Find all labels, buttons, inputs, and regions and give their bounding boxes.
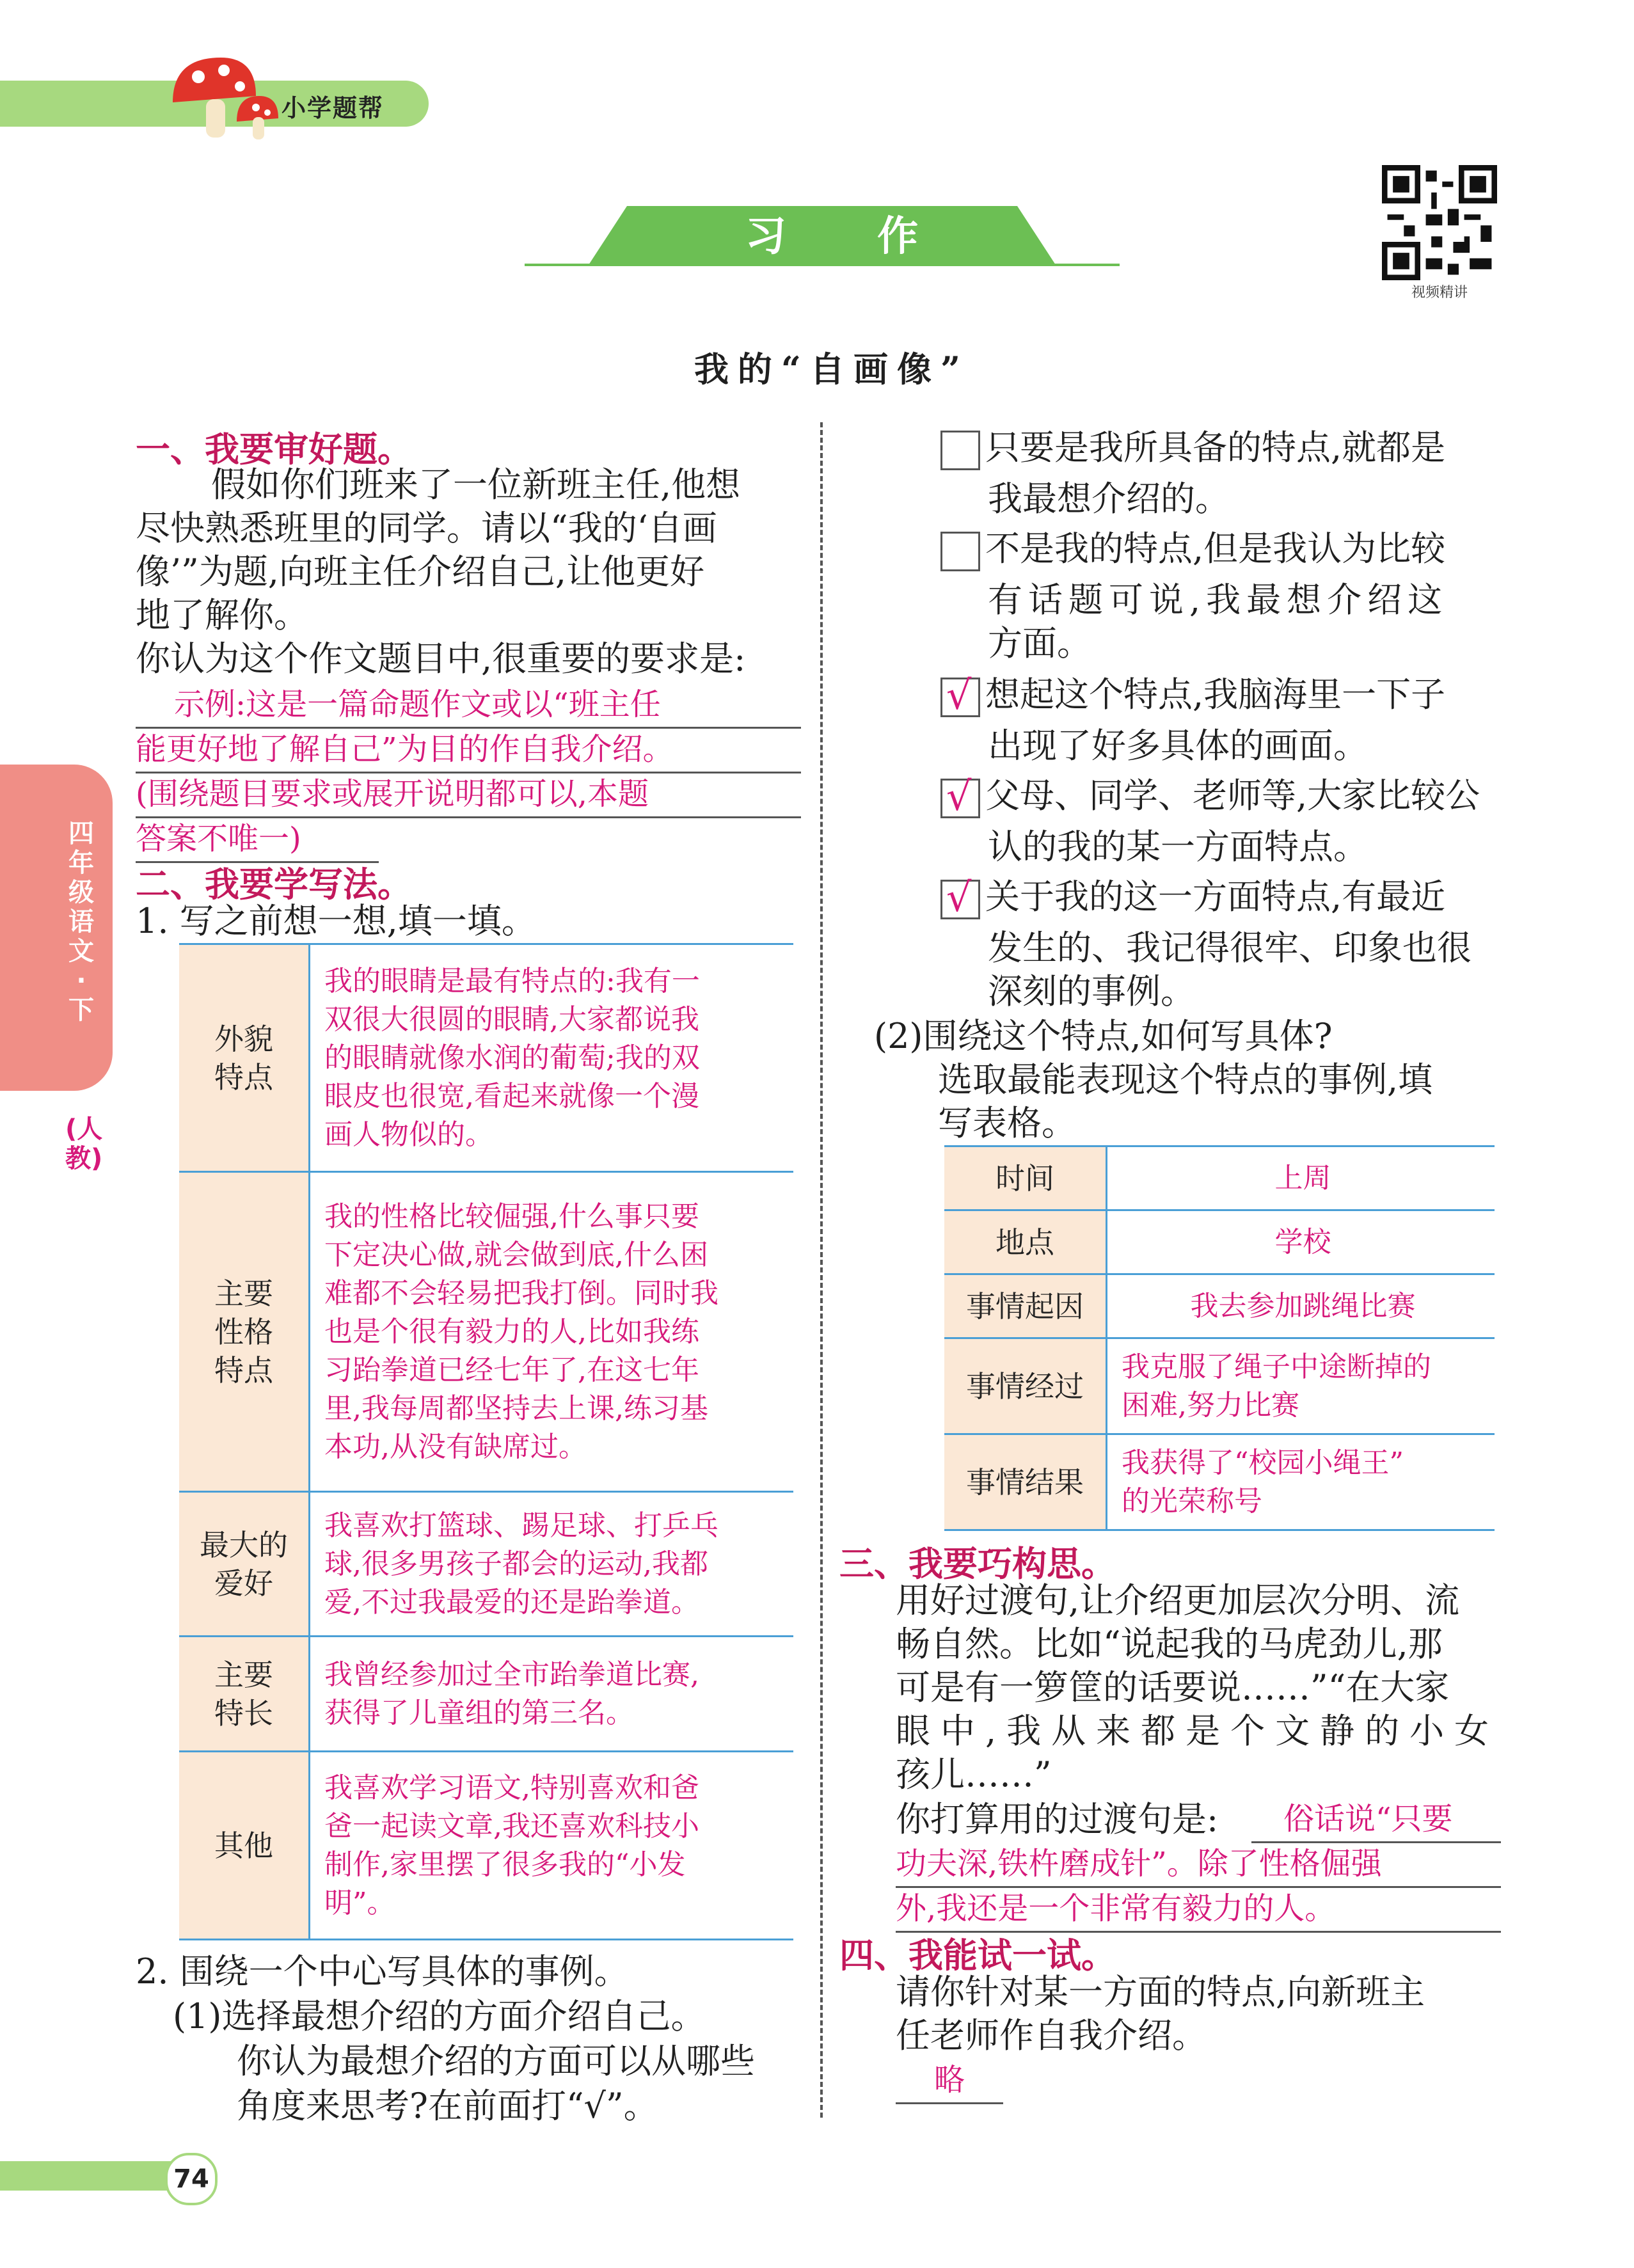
- event-answer[interactable]: 我获得了“校园小绳王” 的光荣称号: [1122, 1446, 1404, 1518]
- option-4: √ 父母、同学、老师等,大家比较公: [940, 773, 1480, 819]
- event-answer[interactable]: 上周: [1274, 1161, 1331, 1194]
- option-3-text: 出现了好多具体的画面。: [988, 726, 1368, 766]
- section3-heading: 三、我要巧构思。: [839, 1544, 1116, 1584]
- table-label: 其他: [179, 1752, 310, 1940]
- option-3: √ 想起这个特点,我脑海里一下子: [940, 672, 1445, 718]
- section4-text: 任老师作自我介绍。: [896, 2015, 1207, 2056]
- event-answer[interactable]: 我克服了绳子中途断掉的 困难,努力比赛: [1122, 1350, 1431, 1422]
- section1-answer[interactable]: 能更好地了解自己”为目的作自我介绍。: [136, 727, 801, 773]
- section1-text: 尽快熟悉班里的同学。请以“我的‘自画: [136, 508, 717, 548]
- section4-heading: 四、我能试一试。: [839, 1935, 1116, 1976]
- section2-question2: 2. 围绕一个中心写具体的事例。: [136, 1951, 629, 1992]
- page-number: 74: [165, 2153, 218, 2205]
- section1-question: 你认为这个作文题目中,很重要的要求是:: [136, 638, 746, 679]
- checkbox[interactable]: √: [940, 779, 980, 818]
- section2-question2-2: (2)围绕这个特点,如何写具体?: [874, 1016, 1333, 1056]
- section2-question2-1: (1)选择最想介绍的方面介绍自己。: [173, 1996, 706, 2036]
- section3-answer[interactable]: 外,我还是一个非常有毅力的人。: [896, 1886, 1501, 1933]
- event-table: [944, 1145, 1495, 1531]
- option-1-text: 我最想介绍的。: [988, 479, 1230, 519]
- section2-question2-1-text: 角度来思考?在前面打“√”。: [237, 2086, 658, 2126]
- essay-subtitle: 我的“自画像”: [694, 349, 970, 390]
- option-2: 不是我的特点,但是我认为比较: [940, 526, 1445, 572]
- event-answer[interactable]: 我去参加跳绳比赛: [1190, 1289, 1416, 1322]
- page-title: 习 作: [745, 213, 957, 260]
- table-label: 外貌 特点: [179, 944, 310, 1172]
- section1-text: 像’”为题,向班主任介绍自己,让他更好: [136, 551, 705, 592]
- checkbox[interactable]: √: [940, 678, 980, 717]
- mushroom-icon: [160, 51, 282, 147]
- section3-answer[interactable]: 俗话说“只要: [1251, 1796, 1501, 1843]
- table-answer[interactable]: 我的眼睛是最有特点的:我有一 双很大很圆的眼睛,大家都说我 的眼睛就像水润的葡萄;我的双 眼皮也很宽,看起来就像一个漫 画人物似的。: [324, 964, 700, 1151]
- section3-question: 你打算用的过渡句是:: [896, 1799, 1219, 1839]
- table-answer[interactable]: 我喜欢打篮球、踢足球、打乒乓 球,很多男孩子都会的运动,我都 爱,不过我最爱的还是跆拳道。: [324, 1509, 718, 1619]
- section1-answer[interactable]: (围绕题目要求或展开说明都可以,本题: [136, 772, 801, 818]
- option-4-text: 认的我的某一方面特点。: [988, 827, 1368, 867]
- brand-label: 小学题帮: [282, 94, 385, 122]
- table-label: 最大的 爱好: [179, 1492, 310, 1637]
- section3-text: 可是有一箩筐的话要说……”“在大家: [896, 1667, 1450, 1708]
- section1-answer[interactable]: 答案不唯一): [136, 816, 379, 863]
- section1-text: 地了解你。: [136, 595, 308, 635]
- section4-text: 请你针对某一方面的特点,向新班主: [896, 1972, 1425, 2012]
- event-answer[interactable]: 学校: [1274, 1225, 1331, 1258]
- table-label: 主要 性格 特点: [179, 1172, 310, 1492]
- edition-label: (人教): [65, 1114, 103, 1173]
- event-label: 地点: [944, 1210, 1107, 1274]
- event-label: 事情结果: [944, 1434, 1107, 1530]
- option-5-text: 深刻的事例。: [988, 971, 1195, 1011]
- option-5-text: 发生的、我记得很牢、印象也很: [988, 928, 1471, 968]
- section3-text: 孩儿……”: [896, 1754, 1052, 1795]
- section3-text: 眼中,我从来都是个文静的小女: [896, 1711, 1500, 1751]
- event-label: 事情经过: [944, 1338, 1107, 1434]
- qr-code-icon[interactable]: [1382, 165, 1497, 280]
- section3-text: 用好过渡句,让介绍更加层次分明、流: [896, 1580, 1460, 1621]
- section1-text: 假如你们班来了一位新班主任,他想: [211, 464, 741, 505]
- section2-question2-2-text: 写表格。: [938, 1103, 1076, 1143]
- checkbox[interactable]: √: [940, 880, 980, 919]
- event-label: 事情起因: [944, 1274, 1107, 1338]
- table-label: 主要 特长: [179, 1637, 310, 1752]
- checkbox[interactable]: [940, 431, 980, 470]
- section2-question2-2-text: 选取最能表现这个特点的事例,填: [938, 1059, 1433, 1100]
- section2-question2-1-text: 你认为最想介绍的方面可以从哪些: [237, 2041, 755, 2081]
- event-label: 时间: [944, 1146, 1107, 1210]
- page-footer-bar: [0, 2161, 192, 2191]
- traits-table: [179, 943, 793, 1940]
- section2-heading: 二、我要学写法。: [136, 864, 412, 905]
- option-2-text: 方面。: [988, 623, 1091, 663]
- section3-text: 畅自然。比如“说起我的马虎劲儿,那: [896, 1624, 1443, 1664]
- option-1: 只要是我所具备的特点,就都是: [940, 425, 1445, 471]
- section2-question1: 1. 写之前想一想,填一填。: [136, 901, 536, 941]
- option-5: √ 关于我的这一方面特点,有最近: [940, 874, 1445, 920]
- table-answer[interactable]: 我曾经参加过全市跆拳道比赛, 获得了儿童组的第三名。: [324, 1658, 699, 1729]
- section1-answer[interactable]: 示例:这是一篇命题作文或以“班主任: [136, 682, 801, 729]
- qr-caption: 视频精讲: [1411, 285, 1468, 301]
- checkbox[interactable]: [940, 532, 980, 571]
- table-answer[interactable]: 我喜欢学习语文,特别喜欢和爸 爸一起读文章,我还喜欢科技小 制作,家里摆了很多我的“小发 明”。: [324, 1771, 699, 1919]
- section1-heading: 一、我要审好题。: [136, 429, 412, 470]
- grade-label: 四年级语文·下: [68, 819, 94, 1025]
- column-divider: [820, 422, 823, 2118]
- section3-answer[interactable]: 功夫深,铁杵磨成针”。除了性格倔强: [896, 1841, 1501, 1888]
- section4-answer[interactable]: 略: [896, 2058, 1003, 2104]
- table-answer[interactable]: 我的性格比较倔强,什么事只要 下定决心做,就会做到底,什么困 难都不会轻易把我打倒。同时我 也是个很有毅力的人,比如我练 习跆拳道已经七年了,在这七年 里,我每周都坚持去上课,练习基 本功,从没有缺席过。: [324, 1200, 718, 1463]
- option-2-text: 有话题可说,我最想介绍这: [988, 580, 1448, 620]
